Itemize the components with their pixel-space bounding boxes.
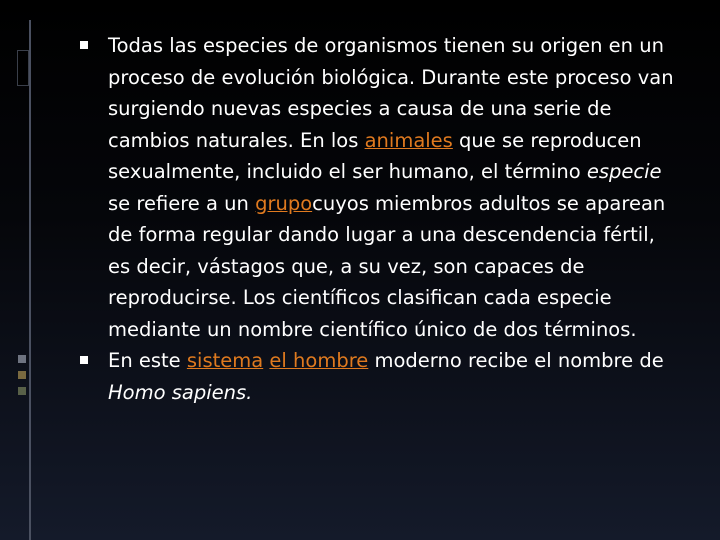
link-el-hombre[interactable]: el hombre — [269, 349, 369, 372]
square-bullet-icon — [80, 41, 88, 49]
bullet-text: moderno recibe el nombre de — [368, 349, 664, 372]
emphasis-text: especie — [586, 160, 662, 183]
bullet-text: se refiere a un — [108, 191, 256, 215]
decorative-square — [18, 371, 26, 379]
bullet-text: En este — [108, 349, 187, 372]
emphasis-text: Homo sapiens. — [108, 380, 253, 404]
decorative-square — [18, 355, 26, 363]
bullet-item — [80, 345, 680, 408]
square-bullet-icon — [80, 356, 88, 364]
link-grupo[interactable]: grupo — [255, 191, 313, 215]
bullet-text: Todas las especies de organismos tienen su origen en un proceso de evolución biológica. Durante este proceso van surgiendo nuevas especies a causa de una serie de cambios naturales. En los — [108, 34, 674, 152]
bullet-text: que se reproducen sexualmente, incluido el ser humano, el término — [108, 128, 642, 183]
decorative-black-block — [17, 50, 29, 86]
bullet-item — [80, 30, 680, 345]
decorative-square — [18, 387, 26, 395]
slide-body — [80, 30, 680, 408]
link-animales[interactable]: animales — [364, 128, 453, 152]
link-sistema[interactable]: sistema — [186, 349, 264, 372]
bullet-text: cuyos miembros adultos se aparean de forma regular dando lugar a una descendencia fértil, es decir, vástagos que, a su vez, son capaces de reproducirse. Los científicos clasifican cada especie mediante un nombre científico único de dos términos. — [108, 191, 666, 341]
left-vertical-rule — [29, 20, 31, 540]
